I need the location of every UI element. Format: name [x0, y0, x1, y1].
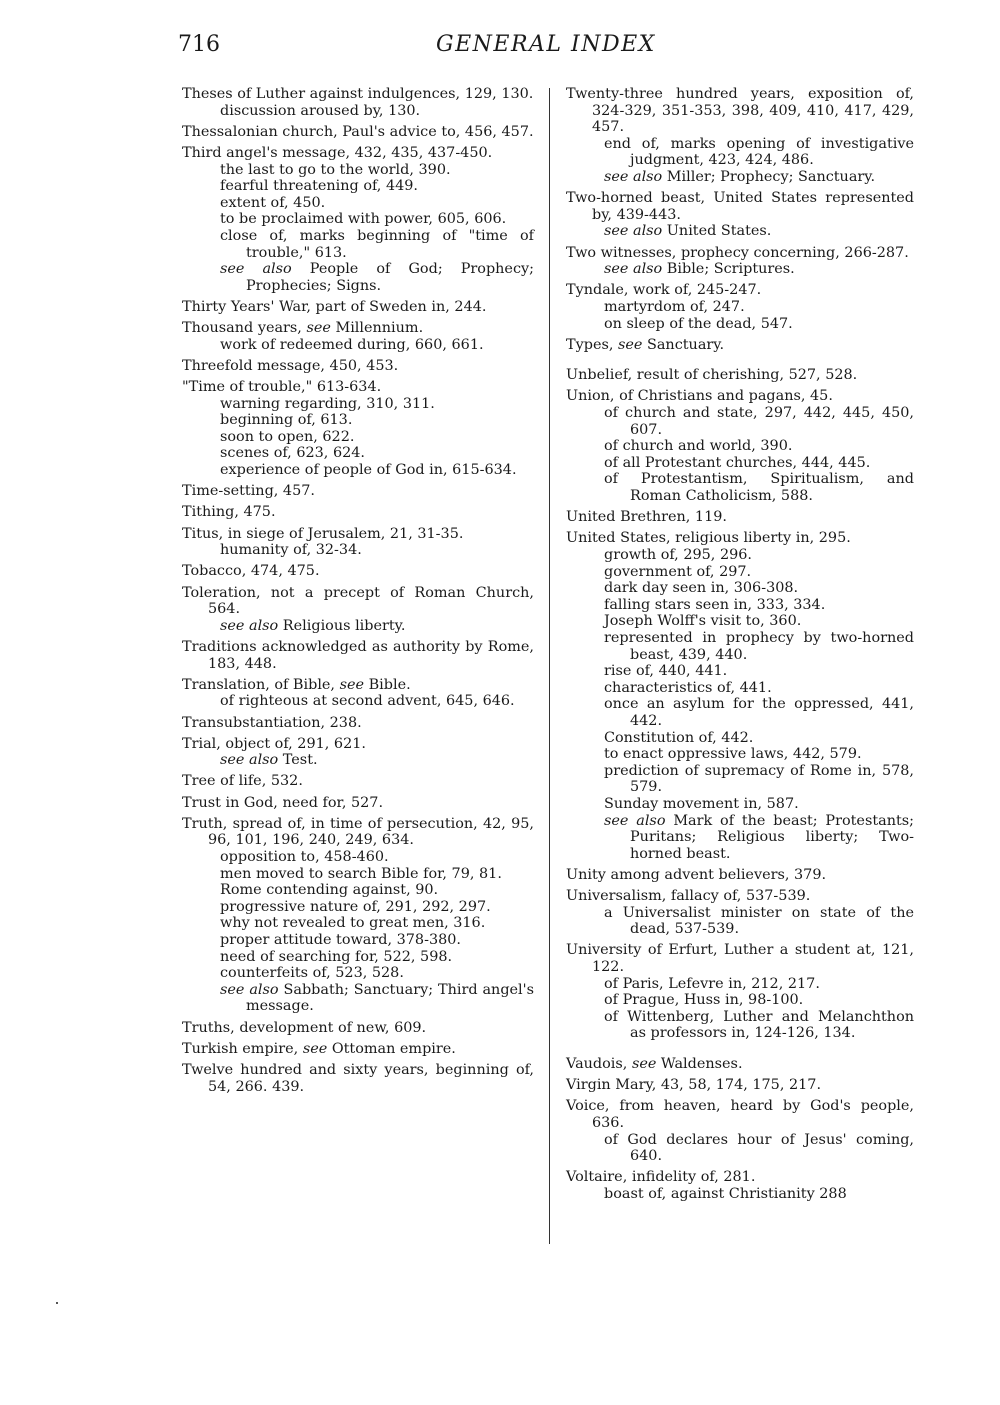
- sub-entry: counterfeits of, 523, 528.: [220, 965, 404, 982]
- running-head: GENERAL INDEX: [436, 32, 656, 57]
- entry-heading: Toleration, not a precept of Roman Church, 564.: [182, 584, 534, 618]
- entry-heading: Threefold message, 450, 453.: [182, 357, 399, 374]
- entry-heading: [566, 1056, 914, 1073]
- see-also-entry: [604, 169, 914, 186]
- see-also-text: Miller; Prophecy; Sanctuary.: [662, 168, 876, 185]
- index-entry: [182, 677, 534, 710]
- index-entry: [566, 337, 914, 354]
- entry-heading: Tithing, 475.: [182, 504, 276, 521]
- sub-entry: opposition to, 458-460.: [220, 849, 389, 866]
- entry-heading: Universalism, fallacy of, 537-539.: [566, 888, 811, 905]
- see-also-entry: [220, 618, 534, 635]
- sub-entry: a Universalist minister on state of the dead, 537-539.: [604, 904, 914, 938]
- sub-entry: extent of, 450.: [220, 194, 326, 211]
- index-entry: [182, 1062, 534, 1095]
- sub-entry: scenes of, 623, 624.: [220, 445, 365, 462]
- sub-entry: government of, 297.: [604, 563, 752, 580]
- entry-heading: [182, 677, 534, 694]
- entry-heading: Unity among advent believers, 379.: [566, 866, 827, 883]
- sub-entry: boast of, against Christianity 288: [604, 1185, 847, 1202]
- index-entry: [566, 86, 914, 186]
- entry-heading: Thirty Years' War, part of Sweden in, 244.: [182, 298, 487, 315]
- entry-heading: Thessalonian church, Paul's advice to, 456, 457.: [182, 123, 534, 140]
- sub-entry: of Protestantism, Spiritualism, and Roman Catholicism, 588.: [604, 471, 914, 505]
- entry-heading: Two witnesses, prophecy concerning, 266-287.: [566, 244, 909, 261]
- index-entry: [182, 145, 534, 294]
- sub-entry: of Paris, Lefevre in, 212, 217.: [604, 975, 820, 992]
- entry-heading: [182, 320, 534, 337]
- index-entry: [566, 509, 914, 526]
- index-entry: [182, 563, 534, 580]
- entry-heading: Truth, spread of, in time of persecution, 42, 95, 96, 101, 196, 240, 249, 634.: [182, 815, 534, 849]
- stray-mark: [56, 1302, 58, 1304]
- index-entry: [566, 1056, 914, 1073]
- sub-entry: once an asylum for the oppressed, 441, 442.: [604, 696, 914, 729]
- sub-entry: to enact oppressive laws, 442, 579.: [604, 746, 862, 763]
- entry-heading: Titus, in siege of Jerusalem, 21, 31-35.: [182, 525, 464, 542]
- index-entry: [182, 358, 534, 375]
- index-entry: [566, 867, 914, 884]
- index-entry: [182, 736, 534, 769]
- index-entry: [566, 388, 914, 504]
- sub-entry: discussion aroused by, 130.: [220, 102, 421, 119]
- entry-heading-text: Bible.: [364, 676, 411, 693]
- index-entry: [182, 483, 534, 500]
- entry-heading: Voice, from heaven, heard by God's people, 636.: [566, 1098, 914, 1131]
- sub-entry: close of, marks beginning of "time of trouble," 613.: [220, 227, 534, 261]
- see-reference-label: see: [302, 1040, 328, 1057]
- see-also-entry: [604, 223, 914, 240]
- column-divider: [549, 88, 550, 1244]
- entry-heading: Tree of life, 532.: [182, 773, 303, 790]
- index-entry: [182, 379, 534, 479]
- see-also-entry: [604, 813, 914, 863]
- see-also-label: see also: [220, 981, 279, 998]
- entry-heading: United Brethren, 119.: [566, 509, 727, 526]
- sub-entry: proper attitude toward, 378-380.: [220, 932, 461, 948]
- see-also-entry: [220, 261, 534, 294]
- sub-entry: growth of, 295, 296.: [604, 547, 752, 563]
- index-entry: [182, 585, 534, 635]
- entry-heading-text: Millennium.: [330, 320, 424, 337]
- entry-heading: [182, 1041, 534, 1058]
- index-entry: [182, 795, 534, 812]
- sub-entry: end of, marks opening of investigative judgment, 423, 424, 486.: [604, 135, 914, 169]
- see-reference-label: see: [339, 676, 365, 693]
- entry-heading: Time-setting, 457.: [182, 483, 315, 500]
- see-also-entry: [220, 982, 534, 1015]
- sub-entry: represented in prophecy by two-horned beast, 439, 440.: [604, 629, 914, 663]
- sub-entry: martyrdom of, 247.: [604, 298, 745, 315]
- index-entry: [182, 526, 534, 559]
- index-entry: [566, 190, 914, 240]
- entry-heading: Tobacco, 474, 475.: [182, 563, 320, 580]
- sub-entry: fearful threatening of, 449.: [220, 178, 418, 195]
- index-entry: [182, 1020, 534, 1037]
- entry-heading: Two-horned beast, United States represented by, 439-443.: [566, 190, 914, 223]
- sub-entry: on sleep of the dead, 547.: [604, 315, 793, 332]
- see-also-label: see also: [604, 223, 663, 240]
- see-also-text: Bible; Scriptures.: [662, 261, 795, 278]
- see-also-label: see also: [604, 812, 666, 829]
- see-also-text: People of God; Prophecy; Prophecies; Signs.: [246, 261, 534, 294]
- sub-entry: characteristics of, 441.: [604, 679, 772, 696]
- entry-heading: Traditions acknowledged as authority by Rome, 183, 448.: [182, 638, 534, 672]
- entry-heading: Unbelief, result of cherishing, 527, 528.: [566, 367, 858, 384]
- entry-heading: Tyndale, work of, 245-247.: [566, 282, 762, 299]
- sub-entry: of all Protestant churches, 444, 445.: [604, 454, 871, 471]
- sub-entry: Sunday movement in, 587.: [604, 795, 799, 812]
- entry-heading: Transubstantiation, 238.: [182, 714, 362, 731]
- entry-heading: Twenty-three hundred years, exposition of, 324-329, 351-353, 398, 409, 410, 417, 429, 457.: [566, 86, 914, 136]
- page-number: 716: [178, 32, 220, 57]
- index-entry: [182, 86, 534, 119]
- see-reference-label: see: [618, 336, 643, 353]
- sub-entry: the last to go to the world, 390.: [220, 161, 451, 178]
- sub-entry: of Wittenberg, Luther and Melanchthon as professors in, 124-126, 134.: [604, 1008, 914, 1042]
- entry-heading-text: Types,: [566, 336, 618, 353]
- entry-heading: [566, 337, 914, 354]
- sub-entry: soon to open, 622.: [220, 428, 355, 445]
- sub-entry: of church and world, 390.: [604, 438, 793, 455]
- index-entry: [182, 299, 534, 316]
- see-reference-label: see: [306, 320, 331, 337]
- sub-entry: Rome contending against, 90.: [220, 882, 439, 899]
- sub-entry: experience of people of God in, 615-634.: [220, 462, 517, 479]
- see-also-text: Religious liberty.: [278, 617, 406, 634]
- entry-heading-text: Ottoman empire.: [327, 1040, 456, 1057]
- sub-entry: rise of, 440, 441.: [604, 663, 728, 680]
- index-entry: [566, 282, 914, 332]
- sub-entry: of God declares hour of Jesus' coming, 640.: [604, 1131, 914, 1165]
- index-entry: [182, 124, 534, 141]
- index-entry: [566, 245, 914, 278]
- sub-entry: warning regarding, 310, 311.: [220, 395, 435, 412]
- sub-entry: need of searching for, 522, 598.: [220, 948, 453, 965]
- index-entry: [182, 1041, 534, 1058]
- index-entry: [566, 1077, 914, 1094]
- see-also-text: Test.: [278, 752, 318, 769]
- entry-heading-text: Translation, of Bible,: [182, 676, 340, 693]
- see-also-label: see also: [604, 168, 663, 185]
- index-entry: [182, 816, 534, 1015]
- sub-entry: of Prague, Huss in, 98-100.: [604, 992, 804, 1009]
- sub-entry: beginning of, 613.: [220, 412, 353, 429]
- index-entry: [182, 320, 534, 353]
- entry-heading-text: Thousand years,: [182, 320, 307, 337]
- sub-entry: Constitution of, 442.: [604, 729, 754, 746]
- see-reference-label: see: [631, 1056, 657, 1072]
- sub-entry: progressive nature of, 291, 292, 297.: [220, 898, 491, 915]
- sub-entry: why not revealed to great men, 316.: [220, 915, 486, 932]
- sub-entry: Joseph Wolff's visit to, 360.: [604, 613, 802, 630]
- entry-heading-text: Vaudois,: [566, 1056, 632, 1072]
- see-also-entry: [220, 752, 534, 769]
- see-also-label: see also: [220, 261, 292, 278]
- see-also-label: see also: [604, 261, 663, 278]
- see-also-label: see also: [220, 752, 279, 769]
- entry-heading: United States, religious liberty in, 295.: [566, 530, 851, 547]
- entry-heading: Trial, object of, 291, 621.: [182, 735, 366, 752]
- index-entry: [182, 504, 534, 521]
- entry-heading: Truths, development of new, 609.: [182, 1019, 427, 1036]
- entry-heading-text: Sanctuary.: [642, 336, 725, 353]
- sub-entry: humanity of, 32-34.: [220, 542, 362, 559]
- sub-entry: dark day seen in, 306-308.: [604, 580, 799, 597]
- index-column-right: [566, 86, 914, 1207]
- see-also-text: Sabbath; Sanctuary; Third angel's message.: [246, 981, 534, 1015]
- entry-heading-text: Turkish empire,: [182, 1040, 303, 1057]
- entry-heading: University of Erfurt, Luther a student at, 121, 122.: [566, 942, 914, 976]
- entry-heading: Trust in God, need for, 527.: [182, 794, 384, 811]
- index-entry: [182, 715, 534, 732]
- see-also-text: United States.: [662, 223, 772, 240]
- index-entry: [566, 530, 914, 862]
- entry-heading: Third angel's message, 432, 435, 437-450.: [182, 144, 493, 161]
- sub-entry: of church and state, 297, 442, 445, 450, 607.: [604, 405, 914, 438]
- index-entry: [566, 942, 914, 1042]
- index-entry: [566, 888, 914, 938]
- sub-entry: work of redeemed during, 660, 661.: [220, 336, 484, 353]
- index-entry: [566, 1169, 914, 1202]
- index-column-left: [182, 86, 534, 1100]
- sub-entry: of righteous at second advent, 645, 646.: [220, 693, 515, 710]
- see-also-entry: [604, 261, 914, 278]
- sub-entry: falling stars seen in, 333, 334.: [604, 596, 826, 613]
- entry-heading: "Time of trouble," 613-634.: [182, 379, 382, 396]
- entry-heading: Twelve hundred and sixty years, beginning of, 54, 266. 439.: [182, 1061, 534, 1095]
- entry-heading: Voltaire, infidelity of, 281.: [566, 1169, 756, 1186]
- entry-heading: Union, of Christians and pagans, 45.: [566, 388, 833, 405]
- see-also-label: see also: [220, 617, 279, 634]
- index-entry: [566, 1098, 914, 1164]
- index-entry: [566, 367, 914, 384]
- sub-entry: to be proclaimed with power, 605, 606.: [220, 211, 507, 228]
- entry-heading-text: Waldenses.: [656, 1056, 743, 1072]
- see-also-text: Mark of the beast; Protestants; Puritans; Religious liberty; Two-horned beast.: [630, 812, 914, 862]
- index-entry: [182, 639, 534, 672]
- entry-heading: Virgin Mary, 43, 58, 174, 175, 217.: [566, 1077, 822, 1094]
- sub-entry: men moved to search Bible for, 79, 81.: [220, 865, 502, 882]
- index-entry: [182, 773, 534, 790]
- entry-heading: Theses of Luther against indulgences, 129, 130.: [182, 86, 534, 102]
- sub-entry: prediction of supremacy of Rome in, 578, 579.: [604, 762, 914, 796]
